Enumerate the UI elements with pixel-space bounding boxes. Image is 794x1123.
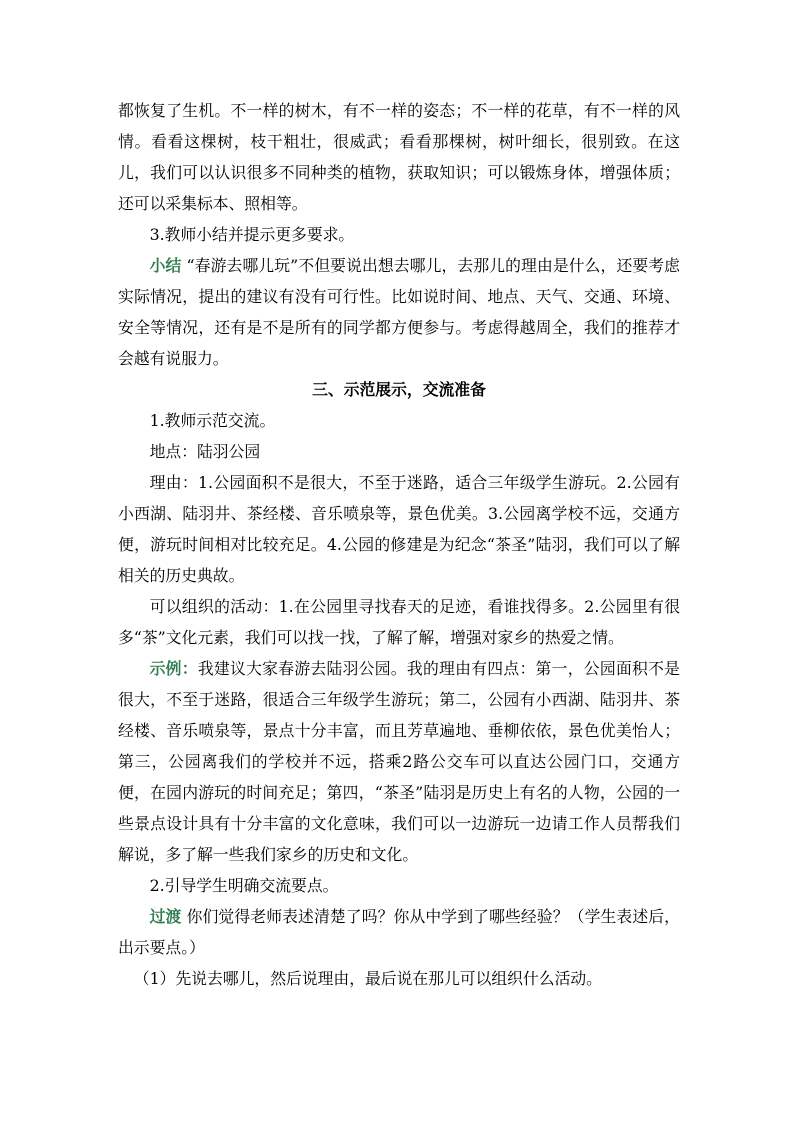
summary-label: 小结 [149,256,182,275]
transition-text: 你们觉得老师表述清楚了吗？你从中学到了哪些经验？（学生表述后，出示要点。） [118,907,680,957]
paragraph-plants: 都恢复了生机。不一样的树木，有不一样的姿态；不一样的花草，有不一样的风情。看看这棵树，枝干粗壮，很威武；看看那棵树，树叶细长，很别致。在这儿，我们可以认识很多不同种类的植物，获取知识；可以锻炼身体，增强体质；还可以采集标本、照相等。 [118,101,680,213]
example-text: 我建议大家春游去陆羽公园。我的理由有四点：第一，公园面积不是很大，不至于迷路，很适合三年级学生游玩；第二，公园有小西湖、陆羽井、茶经楼、音乐喷泉等，景点十分丰富，而且芳草遍地、垂柳依依，景色优美怡人；第三，公园离我们的学校并不远，搭乘2路公交车可以直达公园门口，交通方便，在园内游玩的时间充足；第四，“茶圣”陆羽是历史上有名的人物，公园的一些景点设计具有十分丰富的文化意味，我们可以一边游玩一边请工作人员帮我们解说，多了解一些我们家乡的历史和文化。 [118,659,680,864]
paragraph-guide: 2.引导学生明确交流要点。 [149,876,339,895]
paragraph-summary [118,250,680,374]
paragraph-reasons: 理由：1.公园面积不是很大，不至于迷路，适合三年级学生游玩。2.公园有小西湖、陆羽井、茶经楼、音乐喷泉等，景色优美。3.公园离学校不远，交通方便，游玩时间相对比较充足。4.公园的修建是为纪念“茶圣”陆羽，我们可以了解相关的历史典故。 [118,473,680,585]
paragraph-location: 地点：陆羽公园 [149,442,261,461]
paragraph-point-1: （1）先说去哪儿，然后说理由，最后说在那儿可以组织什么活动。 [133,969,602,988]
paragraph-teacher-summary: 3.教师小结并提示更多要求。 [149,225,355,244]
paragraph-example [118,653,680,870]
transition-label: 过渡 [149,907,182,926]
summary-text: “春游去哪儿玩”不但要说出想去哪儿，去那儿的理由是什么，还要考虑实际情况，提出的建议有没有可行性。比如说时间、地点、天气、交通、环境、安全等情况，还有是不是所有的同学都方便参与。考虑得越周全，我们的推荐才会越有说服力。 [118,256,680,368]
paragraph-demo: 1.教师示范交流。 [149,411,276,430]
paragraph-transition [118,901,680,963]
section-heading: 三、示范展示，交流准备 [312,380,486,399]
document-body [118,95,680,994]
paragraph-activities: 可以组织的活动：1.在公园里寻找春天的足迹，看谁找得多。2.公园里有很多“茶”文化元素，我们可以找一找，了解了解，增强对家乡的热爱之情。 [118,597,680,647]
example-label: 示例： [149,659,198,678]
